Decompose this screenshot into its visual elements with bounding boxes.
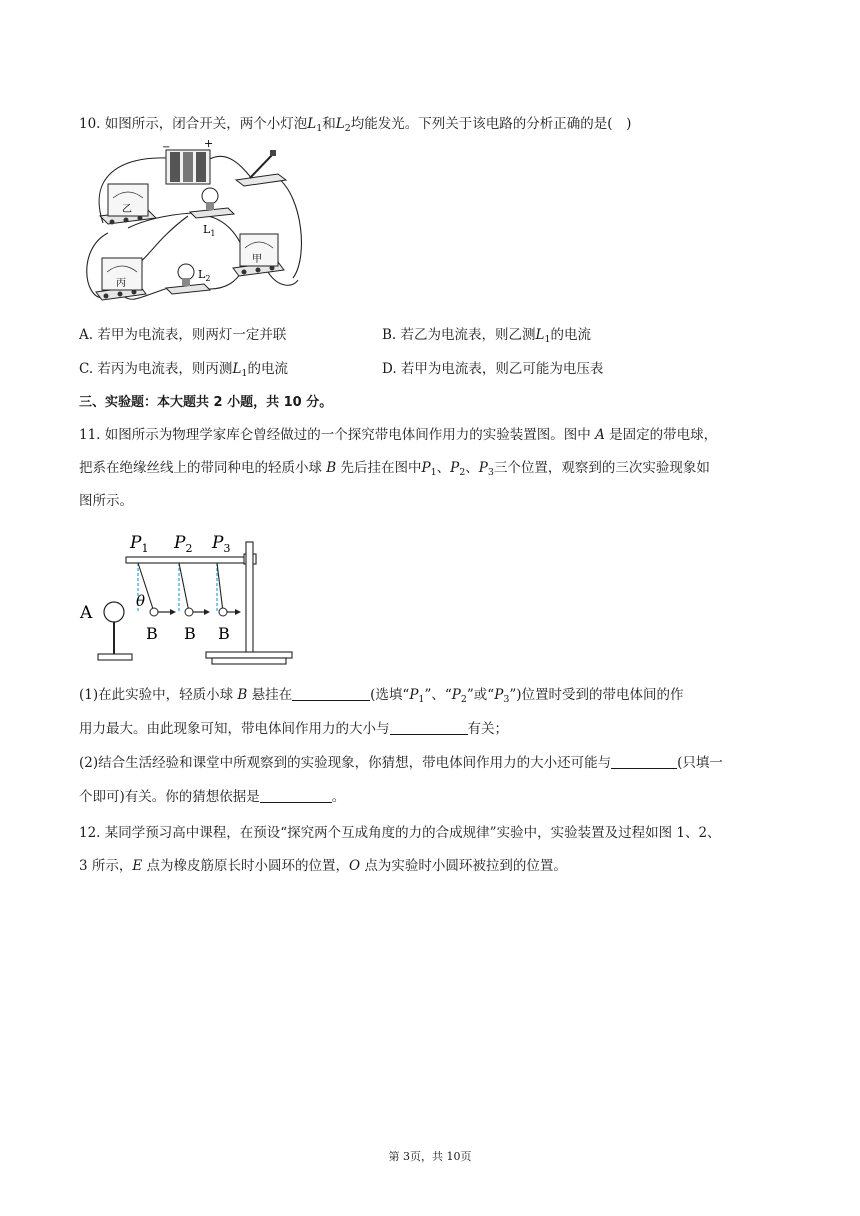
wire	[138, 216, 188, 263]
q11-line-3: 图所示。	[79, 493, 133, 509]
q10-option-b: B. 若乙为电流表，则乙测$L_1$的电流	[382, 327, 592, 345]
battery-icon	[162, 138, 213, 184]
answer-blank-3[interactable]	[611, 754, 677, 769]
ball-a-label: A	[80, 603, 93, 623]
q10-option-a: A. 若甲为电流表，则两灯一定并联	[79, 327, 287, 343]
q10-stem-text: 10. 如图所示，闭合开关，两个小灯泡	[79, 116, 308, 132]
q11-line-1: 11. 如图所示为物理学家库仑曾经做过的一个探究带电体间作用力的实验装置图。图中 A 是固定的带电球，	[79, 427, 718, 443]
meter-jia-icon	[233, 234, 284, 276]
meter-jia-label: 甲	[252, 254, 262, 265]
wire	[208, 156, 253, 180]
q10-stem-text-2: 均能发光。下列关于该电路的分析正确的是( )	[350, 116, 632, 132]
p1-label: $P_1$	[130, 533, 149, 555]
p3-label: $P_3$	[212, 533, 231, 555]
lamp-l1-label: $L_1$	[203, 223, 216, 238]
circuit-figure	[78, 138, 308, 310]
answer-blank-2[interactable]	[390, 720, 468, 735]
q11-sub2-line-2: 个即可)有关。你的猜想依据是 。	[79, 789, 346, 805]
lamp-l2-icon	[166, 264, 210, 294]
ball-a	[104, 602, 124, 622]
stand-pole	[246, 542, 253, 654]
beam	[126, 557, 256, 563]
meter-bing-label: 丙	[116, 278, 126, 289]
wire	[268, 272, 298, 285]
meter-bing-icon	[96, 258, 146, 300]
wire	[278, 178, 301, 278]
q10-and: 和	[322, 116, 336, 132]
coulomb-figure	[78, 526, 298, 670]
ball-b2-label: B	[184, 624, 196, 643]
battery-minus-label: −	[162, 142, 171, 153]
q10-stem	[79, 114, 631, 134]
q12-line-1: 12. 某同学预习高中课程，在预设“探究两个互成角度的力的合成规律”实验中，实验装置及过程如图 1、2、	[79, 825, 721, 841]
page-footer: 第 3页，共 10页	[388, 1150, 472, 1163]
meter-yi-label: 乙	[122, 204, 132, 215]
ball-b1-label: B	[146, 624, 158, 643]
battery-plus-label: +	[204, 138, 214, 150]
q11-sub1-line-1: (1)在此实验中，轻质小球 B 悬挂在 (选填“$P_1$”、“$P_2$”或“$P_3$”)位置时受到的带电体间的作	[79, 687, 684, 705]
section-heading: 三、实验题：本大题共 2 小题，共 10 分。	[79, 395, 333, 410]
var-L1: $L_1$	[307, 116, 323, 134]
q11-sub2-line-1: (2)结合生活经验和课堂中所观察到的实验现象，你猜想，带电体间作用力的大小还可能与 (只填一	[79, 755, 723, 771]
switch-icon	[236, 150, 286, 186]
meter-yi-icon	[100, 184, 156, 225]
q12-line-2: 3 所示，E 点为橡皮筋原长时小圆环的位置，O 点为实验时小圆环被拉到的位置。	[79, 858, 567, 874]
lamp-l1-icon	[190, 188, 234, 238]
lamp-l2-label: $L_2$	[198, 268, 211, 283]
q10-option-d: D. 若甲为电流表，则乙可能为电压表	[382, 361, 604, 377]
theta-label: θ	[136, 592, 146, 610]
var-L2: $L_2$	[335, 116, 351, 134]
p2-label: $P_2$	[174, 533, 193, 555]
q11-sub1-line-2: 用力最大。由此现象可知，带电体间作用力的大小与 有关；	[79, 721, 508, 737]
stand-base	[206, 652, 292, 658]
ball-b3-label: B	[218, 624, 230, 643]
q11-line-2: 把系在绝缘丝线上的带同种电的轻质小球 B 先后挂在图中$P_1$、$P_2$、$P_3$三个位置，观察到的三次实验现象如	[79, 460, 710, 478]
q10-option-c: C. 若丙为电流表，则丙测$L_1$的电流	[79, 361, 288, 379]
answer-blank-1[interactable]	[292, 686, 370, 701]
answer-blank-4[interactable]	[260, 788, 332, 803]
